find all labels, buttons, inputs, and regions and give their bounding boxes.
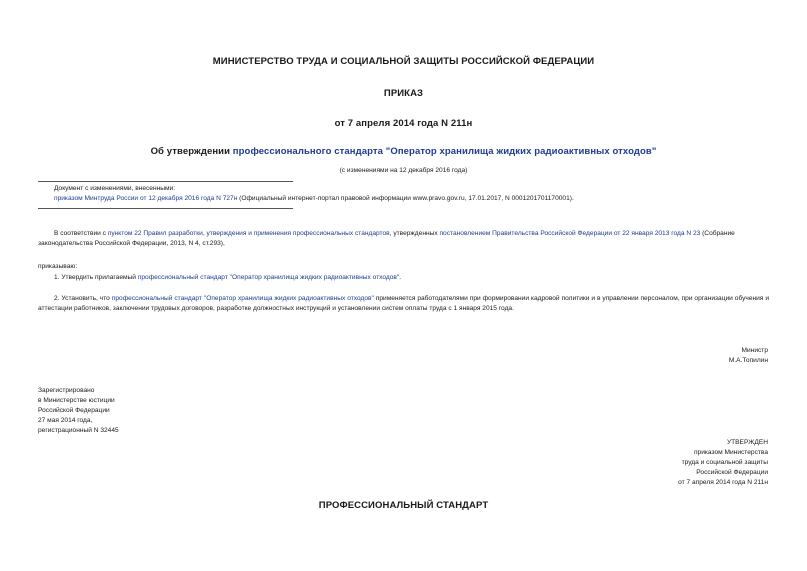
- approval-line: Российской Федерации: [696, 469, 768, 476]
- order-date: от 7 апреля 2014 года N 211н: [334, 118, 473, 129]
- government-decree-link[interactable]: постановлением Правительства Российской Федерации от 22 января 2013 года N 23: [439, 230, 701, 237]
- registration-line: 27 мая 2014 года,: [38, 417, 93, 424]
- approval-line: УТВЕРЖДЕН: [726, 439, 768, 446]
- standard-heading: ПРОФЕССИОНАЛЬНЫЙ СТАНДАРТ: [318, 500, 489, 511]
- title-prefix: Об утверждении: [150, 146, 233, 157]
- basis-text-1: В соответствии с: [54, 230, 108, 237]
- registration-line: регистрационный N 32445: [38, 427, 119, 434]
- paragraph-item-2: [38, 294, 769, 313]
- item2-standard-link[interactable]: профессиональный стандарт "Оператор хранилища жидких радиоактивных отходов": [111, 295, 374, 302]
- ministry-heading: МИНИСТЕРСТВО ТРУДА И СОЦИАЛЬНОЙ ЗАЩИТЫ РОССИЙСКОЙ ФЕДЕРАЦИИ: [212, 56, 595, 67]
- item1-text: 1. Утвердить прилагаемый: [54, 274, 138, 281]
- signature-role: Министр: [741, 347, 768, 354]
- basis-text-2: , утвержденных: [389, 230, 440, 237]
- amendment-tail: (Официальный интернет-портал правовой информации www.pravo.gov.ru, 17.01.2017, N 0001201701170001).: [237, 195, 574, 202]
- amendments-bottom-rule: [38, 208, 293, 209]
- signature-name: М.А.Топилин: [728, 357, 768, 364]
- item2-text-2: применяется работодателями при формировании кадровой политики и в управлении персоналом, при организации обучения и аттестации работников, заключении трудовых договоров, разработке должностных инструкций и установлении систем оплаты труда с 1 января 2015 года.: [38, 295, 769, 312]
- approval-line: от 7 апреля 2014 года N 211н: [678, 479, 768, 486]
- amendments-label: Документ с изменениями, внесенными:: [54, 185, 176, 192]
- order-heading: ПРИКАЗ: [383, 88, 424, 99]
- amendments-line: [54, 194, 574, 203]
- amendments-top-rule: [38, 181, 293, 182]
- changes-note: (с изменениями на 12 декабря 2016 года): [339, 167, 468, 174]
- paragraph-basis: [38, 229, 769, 248]
- registration-line: в Министерстве юстиции: [38, 397, 115, 404]
- signature-block: [729, 346, 768, 366]
- item1-standard-link[interactable]: профессиональный стандарт "Оператор хранилища жидких радиоактивных отходов": [137, 274, 400, 281]
- order-word: приказываю:: [38, 263, 78, 270]
- item1-end: .: [399, 274, 402, 281]
- basis-text-3: (Собрание законодательства Российской Федерации, 2013, N 4, ст.293),: [38, 230, 735, 247]
- registration-line: Зарегистрировано: [38, 387, 95, 394]
- title-standard-link[interactable]: профессионального стандарта "Оператор хранилища жидких радиоактивных отходов": [232, 146, 657, 157]
- paragraph-item-1: [54, 273, 401, 282]
- document-title: [0, 146, 807, 157]
- registration-block: [38, 386, 119, 436]
- item2-text-1: 2. Установить, что: [54, 295, 112, 302]
- approval-line: приказом Министерства: [693, 449, 768, 456]
- rules-link[interactable]: пунктом 22 Правил разработки, утверждения и применения профессиональных стандартов: [107, 230, 390, 237]
- amendment-link[interactable]: приказом Минтруда России от 12 декабря 2016 года N 727н: [54, 195, 238, 202]
- registration-line: Российской Федерации: [38, 407, 110, 414]
- approval-block: [678, 438, 768, 488]
- approval-line: труда и социальной защиты: [681, 459, 768, 466]
